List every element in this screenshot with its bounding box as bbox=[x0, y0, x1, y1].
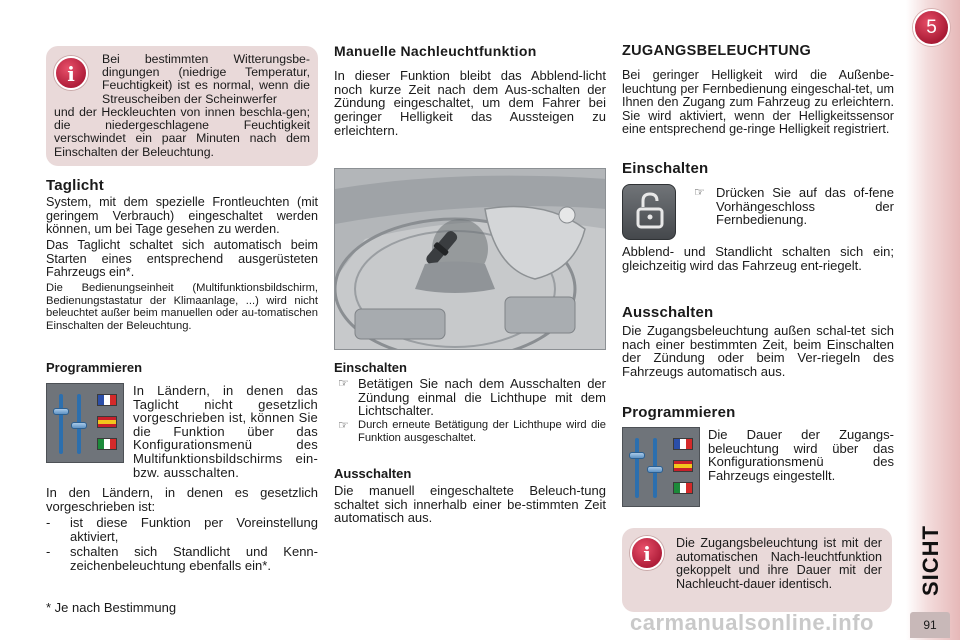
note-bottom-text: Die Zugangsbeleuchtung ist mit der automatischen Nach-leuchtfunktion gekoppelt und ihre Dauer mit der Nachleucht-dauer identisch. bbox=[676, 536, 882, 591]
zugang-ausschalten-heading: Ausschalten bbox=[622, 304, 714, 321]
bullet-arrow-icon: ☞ bbox=[338, 418, 349, 432]
manuelle-einschalten-bullet-1: ☞ Betätigen Sie nach dem Ausschalten der Zündung einmal die Lichthupe mit dem Lichtschalter. bbox=[338, 376, 606, 419]
zugang-text: Bei geringer Helligkeit wird die Außenbe-leuchtung per Fernbedienung eingeschal-tet, um Ihnen den Zugang zum Fahrzeug zu erleichtern. Sie wird aktiviert, wenn der Helligkeitssensor eine entsprechend ge-ringe Helligkeit registriert. bbox=[622, 68, 894, 137]
list-item: - schalten sich Standlicht und Kenn-zeichenbeleuchtung ebenfalls ein*. bbox=[46, 544, 318, 573]
zugang-programmieren-text: Die Dauer der Zugangs-beleuchtung wird über das Konfigurationsmenü des Fahrzeugs eingestellt. bbox=[708, 427, 894, 483]
zugang-einschalten-heading: Einschalten bbox=[622, 160, 709, 177]
chapter-number-badge: 5 bbox=[913, 9, 950, 46]
programming-sliders-icon bbox=[46, 383, 124, 463]
open-padlock-icon bbox=[622, 184, 676, 240]
taglicht-p1: System, mit dem spezielle Frontleuchten (mit geringem Verbrauch) eingeschaltet werden können, um bei Tage gesehen zu werden. bbox=[46, 195, 318, 237]
info-icon: i bbox=[54, 56, 88, 90]
note-top-text-full: und der Heckleuchten von innen beschla-gen; die niedergeschlagene Feuchtigkeit verschwindet ein paar Minuten nach dem Einschalten der Beleuchtung. bbox=[54, 105, 310, 159]
programmieren-left-text: In Ländern, in denen das Taglicht nicht gesetzlich vorgeschrieben ist, können Sie die Funktion über das Konfigurationsmenü des Multifunktionsbildschirms ein- bzw. ausschalten. bbox=[133, 383, 318, 480]
watermark: carmanualsonline.info bbox=[630, 610, 874, 635]
zugang-programmieren-heading: Programmieren bbox=[622, 404, 736, 421]
zugang-ausschalten-text: Die Zugangsbeleuchtung außen schal-tet sich nach einer bestimmten Zeit, beim Einschalten der Zündung oder beim Ver-riegeln des Fahrzeugs automatisch aus. bbox=[622, 323, 894, 379]
footnote: * Je nach Bestimmung bbox=[46, 600, 177, 615]
dashboard-illustration bbox=[334, 168, 606, 350]
taglicht-p3: Die Bedienungseinheit (Multifunktionsbildschirm, Bedienungstastatur der Klimaanlage, ...) wird nicht beleuchtet außer beim manuellen oder au-tomatischen Einschalten der Beleuchtung. bbox=[46, 282, 318, 332]
taglicht-p2: Das Taglicht schaltet sich automatisch beim Starten eines entsprechend ausgerüsteten Fahrzeugs ein*. bbox=[46, 238, 318, 280]
bullet-arrow-icon: ☞ bbox=[694, 185, 705, 199]
list-item: - ist diese Funktion per Voreinstellung aktiviert, bbox=[46, 515, 318, 544]
manuelle-ausschalten-text: Die manuell eingeschaltete Beleuch-tung schaltet sich innerhalb einer be-stimmten Zeit automatisch aus. bbox=[334, 483, 606, 526]
zugang-heading: ZUGANGSBELEUCHTUNG bbox=[622, 43, 812, 59]
manuelle-text: In dieser Funktion bleibt das Abblend-licht noch kurze Zeit nach dem Aus-schalten der Zündung eingeschaltet, um dem Fahrer bei geringer Helligkeit das Aussteigen zu erleichtern. bbox=[334, 68, 606, 138]
zugang-einschalten-bullet: ☞ Drücken Sie auf das of-fene Vorhängeschloss der Fernbedienung. bbox=[694, 185, 894, 228]
manuelle-einschalten-bullet-2: ☞ Durch erneute Betätigung der Lichthupe wird die Funktion ausgeschaltet. bbox=[338, 418, 606, 444]
programmieren-left-heading: Programmieren bbox=[46, 360, 143, 375]
taglicht-heading: Taglicht bbox=[46, 177, 104, 194]
note-top-text-indented: Bei bestimmten Witterungsbe-dingungen (niedrige Temperatur, Feuchtigkeit) ist es normal, wenn die Streuscheiben der Scheinwerfer bbox=[102, 52, 310, 106]
info-icon: i bbox=[630, 536, 664, 570]
manuelle-einschalten-heading: Einschalten bbox=[334, 360, 407, 375]
programmieren-left-list bbox=[46, 516, 318, 572]
zugang-einschalten-text: Abblend- und Standlicht schalten sich ein; gleichzeitig wird das Fahrzeug ent-riegelt. bbox=[622, 244, 894, 273]
manuelle-heading: Manuelle Nachleuchtfunktion bbox=[334, 43, 537, 59]
bullet-arrow-icon: ☞ bbox=[338, 376, 349, 390]
programming-sliders-icon bbox=[622, 427, 700, 507]
info-note-top bbox=[46, 46, 318, 166]
programmieren-left-intro: In den Ländern, in denen es gesetzlich vorgeschrieben ist: bbox=[46, 485, 318, 514]
manuelle-ausschalten-heading: Ausschalten bbox=[334, 466, 412, 481]
page-number: 91 bbox=[910, 612, 950, 638]
chapter-title: SICHT bbox=[918, 525, 943, 596]
info-note-bottom bbox=[622, 528, 892, 612]
